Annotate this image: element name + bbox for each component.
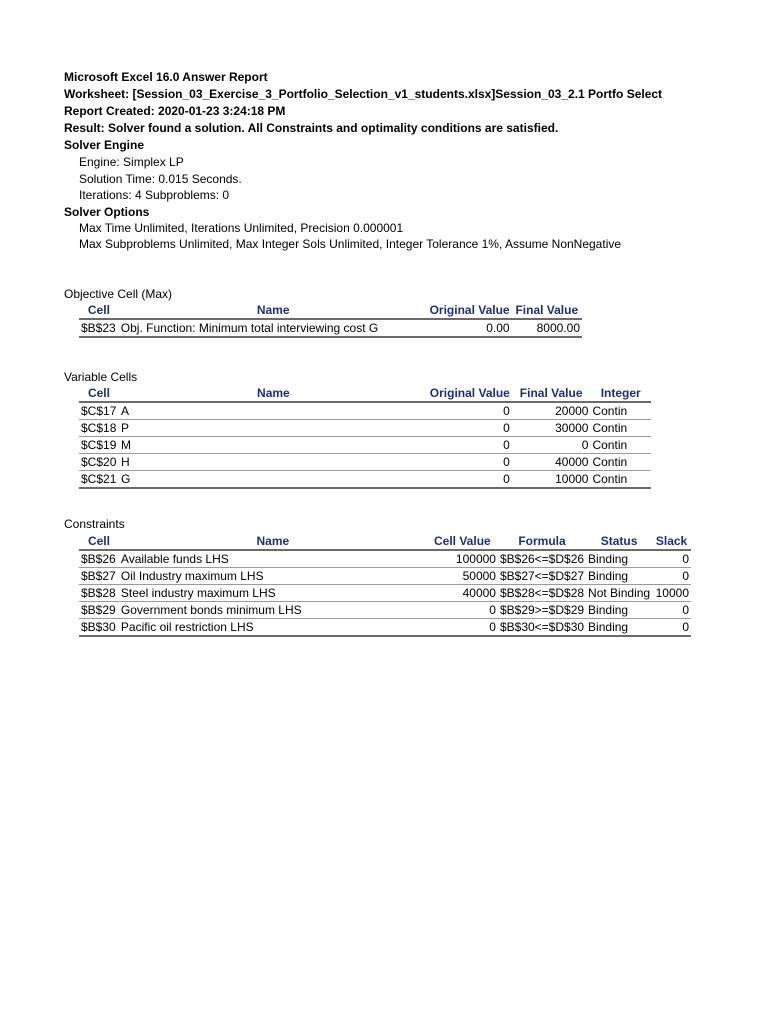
slack: 0 — [682, 552, 689, 566]
final-value: 30000 — [555, 421, 589, 435]
column-header: Cell Value — [434, 534, 491, 548]
cell-value: 0 — [489, 620, 496, 634]
table-row — [79, 402, 651, 420]
cell-name: Steel industry maximum LHS — [120, 586, 276, 600]
table-row — [79, 585, 691, 602]
slack: 0 — [682, 569, 689, 583]
final-value: 0 — [581, 438, 589, 452]
status: Binding — [588, 552, 629, 566]
cell-ref: $C$18 — [81, 421, 117, 435]
cell-ref: $B$30 — [81, 620, 116, 634]
table-row — [79, 568, 691, 585]
cell-value: 50000 — [462, 569, 496, 583]
formula: $B$28<=$D$28 — [499, 586, 585, 600]
table-row — [79, 437, 651, 454]
column-header: Final Value — [515, 303, 579, 317]
report-title: Microsoft Excel 16.0 Answer Report — [64, 70, 268, 84]
integer-flag: Contin — [592, 421, 628, 435]
column-header: Integer — [600, 386, 641, 400]
column-header: Original Value — [429, 303, 510, 317]
result-line: Result: Solver found a solution. All Constraints and optimality conditions are satisfied. — [64, 121, 559, 135]
cell-ref: $B$27 — [81, 569, 116, 583]
column-header: Slack — [655, 534, 688, 548]
column-header: Name — [256, 534, 290, 548]
worksheet-line: Worksheet: [Session_03_Exercise_3_Portfolio_Selection_v1_students.xlsx]Session_03_2.1 Portfo Select — [64, 87, 663, 101]
objective-table — [79, 302, 582, 338]
status: Binding — [588, 603, 629, 617]
cell-name: H — [120, 455, 130, 469]
integer-flag: Contin — [592, 472, 628, 486]
status: Binding — [588, 569, 629, 583]
column-header: Name — [257, 386, 290, 400]
report-created-line: Report Created: 2020-01-23 3:24:18 PM — [64, 104, 286, 118]
original-value: 0 — [503, 421, 510, 435]
cell-ref: $B$28 — [81, 586, 116, 600]
table-header-row — [79, 385, 651, 402]
solver-engine-heading: Solver Engine — [64, 138, 145, 152]
original-value: 0 — [503, 472, 510, 486]
cell-name: P — [120, 421, 129, 435]
cell-name: Obj. Function: Minimum total interviewing cost G — [120, 321, 379, 335]
table-row — [79, 550, 691, 568]
column-header: Cell — [87, 303, 110, 317]
solver-options-heading: Solver Options — [64, 205, 150, 219]
cell-ref: $C$20 — [81, 455, 117, 469]
final-value: 10000 — [555, 472, 589, 486]
slack: 0 — [682, 603, 689, 617]
table-row — [79, 471, 651, 489]
options-line-1: Max Time Unlimited, Iterations Unlimited, Precision 0.000001 — [79, 221, 404, 235]
column-header: Original Value — [429, 386, 510, 400]
table-row — [79, 454, 651, 471]
original-value: 0 — [503, 404, 510, 418]
cell-ref: $C$17 — [81, 404, 117, 418]
constraints-section-label: Constraints — [64, 517, 125, 531]
cell-name: Government bonds minimum LHS — [120, 603, 302, 617]
table-header-row — [79, 302, 582, 319]
slack: 0 — [682, 620, 689, 634]
cell-ref: $C$21 — [81, 472, 117, 486]
column-header: Cell — [87, 534, 110, 548]
column-header: Final Value — [519, 386, 583, 400]
column-header: Status — [600, 534, 638, 548]
final-value: 20000 — [555, 404, 589, 418]
table-row — [79, 420, 651, 437]
final-value: 40000 — [555, 455, 589, 469]
integer-flag: Contin — [592, 404, 628, 418]
cell-name: M — [120, 438, 131, 452]
variables-table — [79, 385, 651, 489]
objective-section-label: Objective Cell (Max) — [64, 287, 173, 301]
status: Not Binding — [588, 586, 651, 600]
status: Binding — [588, 620, 629, 634]
column-header: Name — [256, 303, 290, 317]
original-value: 0.00 — [486, 321, 510, 335]
formula: $B$30<=$D$30 — [499, 620, 585, 634]
options-line-2: Max Subproblems Unlimited, Max Integer Sols Unlimited, Integer Tolerance 1%, Assume NonNegative — [79, 237, 622, 251]
original-value: 0 — [503, 455, 510, 469]
formula: $B$26<=$D$26 — [499, 552, 585, 566]
slack: 10000 — [655, 586, 689, 600]
formula: $B$27<=$D$27 — [499, 569, 585, 583]
cell-value: 100000 — [455, 552, 496, 566]
solution-time-line: Solution Time: 0.015 Seconds. — [79, 172, 242, 186]
column-header: Formula — [518, 534, 566, 548]
cell-ref: $C$19 — [81, 438, 117, 452]
table-row — [79, 619, 691, 637]
cell-name: A — [120, 404, 129, 418]
final-value: 8000.00 — [536, 321, 580, 335]
integer-flag: Contin — [592, 438, 628, 452]
cell-ref: $B$29 — [81, 603, 116, 617]
table-row — [79, 319, 582, 337]
integer-flag: Contin — [592, 455, 628, 469]
cell-value: 0 — [489, 603, 496, 617]
iterations-line: Iterations: 4 Subproblems: 0 — [79, 188, 230, 202]
constraints-table — [79, 533, 691, 637]
engine-line: Engine: Simplex LP — [79, 155, 184, 169]
cell-name: Pacific oil restriction LHS — [120, 620, 254, 634]
variables-section-label: Variable Cells — [64, 370, 138, 384]
cell-name: G — [120, 472, 131, 486]
column-header: Cell — [87, 386, 110, 400]
cell-ref: $B$23 — [81, 321, 116, 335]
table-header-row — [79, 533, 691, 550]
formula: $B$29>=$D$29 — [499, 603, 585, 617]
original-value: 0 — [503, 438, 510, 452]
cell-name: Oil Industry maximum LHS — [120, 569, 264, 583]
cell-value: 40000 — [462, 586, 496, 600]
cell-ref: $B$26 — [81, 552, 116, 566]
cell-name: Available funds LHS — [120, 552, 229, 566]
table-row — [79, 602, 691, 619]
